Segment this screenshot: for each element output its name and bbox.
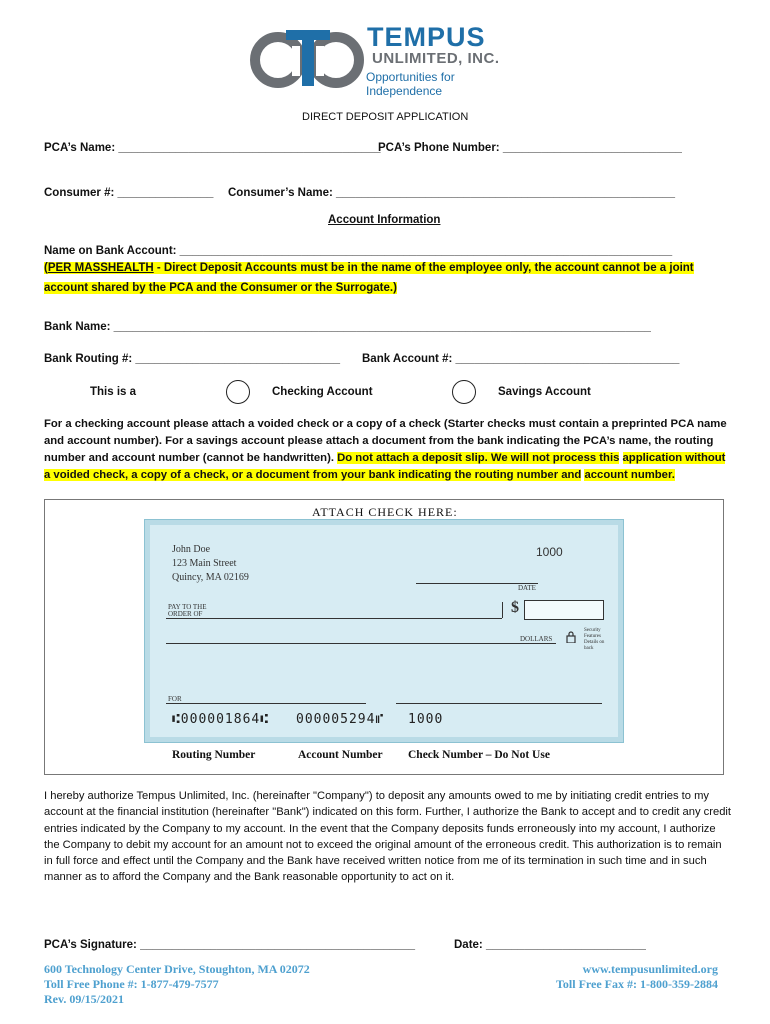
note-open-paren: (	[44, 262, 48, 274]
consumer-name-field[interactable]: Consumer’s Name: _____________________________________________________	[228, 187, 675, 199]
tempus-logo	[248, 22, 528, 98]
checking-radio[interactable]	[226, 380, 250, 404]
instructions-highlight-1: Do not attach a deposit slip. We will not process this	[337, 452, 620, 464]
micr-account: 000005294⑈	[296, 712, 385, 727]
instructions-highlight-3: account number.	[584, 469, 675, 481]
savings-label: Savings Account	[498, 386, 591, 398]
name-on-account-field[interactable]: Name on Bank Account: _____________________________________________________________________________	[44, 245, 673, 257]
payee-line	[166, 618, 502, 619]
date-label: DATE	[518, 584, 536, 592]
masshealth-note-line2	[44, 282, 397, 294]
form-title: DIRECT DEPOSIT APPLICATION	[302, 111, 469, 123]
dollar-sign: $	[511, 599, 519, 616]
checking-label: Checking Account	[272, 386, 373, 398]
amount-words-line	[166, 643, 556, 644]
pca-phone-field[interactable]: PCA’s Phone Number: ____________________________	[378, 142, 682, 154]
check-holder-city: Quincy, MA 02169	[172, 572, 249, 583]
savings-radio[interactable]	[452, 380, 476, 404]
attach-check-header: ATTACH CHECK HERE:	[312, 505, 458, 519]
payee-line-end	[502, 602, 503, 618]
security-note: Security Features Details on back	[584, 628, 605, 651]
footer-revision: Rev. 09/15/2021	[44, 992, 124, 1006]
logo-tagline: Opportunities for Independence	[366, 70, 455, 98]
lock-icon	[566, 631, 576, 643]
signature-line-check	[396, 703, 602, 704]
bank-routing-field[interactable]: Bank Routing #: ________________________________	[44, 353, 341, 365]
bank-name-field[interactable]: Bank Name: ____________________________________________________________________________________	[44, 321, 651, 333]
check-holder-name: John Doe	[172, 544, 211, 555]
consumer-number-field[interactable]: Consumer #: _______________	[44, 187, 214, 199]
check-number: 1000	[536, 545, 563, 559]
for-label: FOR	[168, 695, 182, 703]
logo-wordmark: TEMPUS	[367, 22, 486, 52]
footer-fax: Toll Free Fax #: 1-800-359-2884	[556, 977, 718, 991]
instructions-paragraph	[44, 416, 734, 484]
footer-address: 600 Technology Center Drive, Stoughton, MA 02072	[44, 962, 310, 976]
bank-account-field[interactable]: Bank Account #: ___________________________________	[362, 353, 680, 365]
pca-name-field[interactable]: PCA’s Name: _________________________________________	[44, 142, 381, 154]
micr-check-number: 1000	[408, 712, 444, 727]
account-number-label: Account Number	[298, 749, 383, 761]
amount-box[interactable]	[524, 600, 604, 620]
date-field[interactable]: Date: _________________________	[454, 939, 646, 951]
pca-signature-field[interactable]: PCA’s Signature: ___________________________________________	[44, 939, 416, 951]
footer-phone: Toll Free Phone #: 1-877-479-7577	[44, 977, 219, 991]
routing-number-label: Routing Number	[172, 749, 256, 761]
account-info-heading: Account Information	[328, 214, 441, 226]
instructions-highlight-2: application without a voided check, a copy of a check, or a document from your bank indicating the routing number and	[44, 452, 726, 481]
order-of-label: ORDER OF	[168, 610, 203, 618]
footer-website[interactable]: www.tempusunlimited.org	[582, 962, 718, 976]
masshealth-note-line1	[44, 262, 694, 274]
note-text-2: account shared by the PCA and the Consumer or the Surrogate.)	[44, 282, 397, 294]
check-number-label: Check Number – Do Not Use	[408, 749, 550, 761]
logo-subwordmark: UNLIMITED, INC.	[372, 50, 500, 67]
micr-routing: ⑆000001864⑆	[172, 712, 270, 727]
check-holder-street: 123 Main Street	[172, 558, 237, 569]
logo-mark-icon	[248, 26, 368, 88]
dollars-label: DOLLARS	[520, 635, 553, 643]
this-is-a-label: This is a	[90, 386, 137, 398]
authorization-paragraph: I hereby authorize Tempus Unlimited, Inc. (hereinafter "Company") to deposit any amounts owed to me by initiating credit entries to my account at the financial institution (hereinafter "Bank") indicated on this form. Further, I authorize the Bank to accept and to credit any credit entries indicated by the Company to my account. In the event that the Company deposits funds erroneously into my account, I authorize the Company to debit my account for an amount not to exceed the original amount of the erroneous credit. This authorization is to remain in full force and effect until the Company and the Bank have received written notice from me of its termination in such time and in such manner as to afford the Company and the Bank reasonable opportunity to act on it.	[44, 790, 732, 884]
memo-line	[166, 703, 366, 704]
pay-to-label: PAY TO THE	[168, 603, 207, 611]
instructions-plain: For a checking account please attach a voided check or a copy of a check (Starter checks must contain a preprinted PCA name and account number). For a savings account please attach a document from the bank indicating the PCA’s name, the routing number and account number (cannot be handwritten).	[44, 418, 727, 464]
note-text-1: - Direct Deposit Accounts must be in the name of the employee only, the account cannot be a joint	[153, 262, 694, 274]
note-prefix: PER MASSHEALTH	[47, 262, 154, 274]
